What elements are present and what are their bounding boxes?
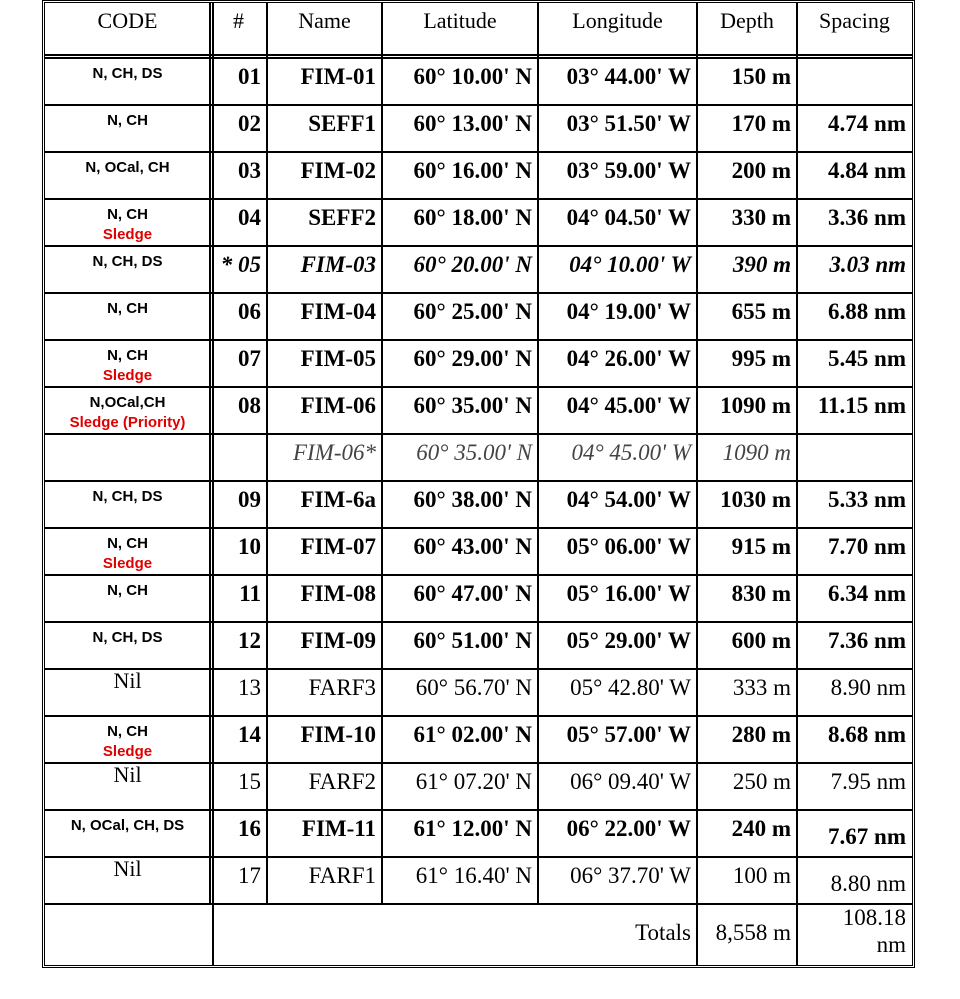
spacing-cell: 3.03 nm: [829, 252, 906, 277]
depth-cell: 1090 m: [720, 393, 791, 418]
num-cell: 04: [238, 205, 261, 230]
num-cell: * 05: [220, 252, 261, 277]
latitude-cell: 61° 12.00' N: [413, 816, 532, 841]
depth-cell: 390 m: [732, 252, 791, 277]
spacing-cell: 7.70 nm: [828, 534, 906, 559]
longitude-cell: 04° 45.00' W: [566, 393, 691, 418]
latitude-cell: 60° 13.00' N: [413, 111, 532, 136]
num-cell: 06: [238, 299, 261, 324]
latitude-cell: 61° 02.00' N: [413, 722, 532, 747]
sledge-text: Sledge: [102, 367, 153, 384]
code-text: N, OCal, CH: [85, 159, 170, 176]
num-cell: 01: [238, 64, 261, 89]
sledge-text: Sledge: [102, 226, 153, 243]
totals-spacing-value: 108.18: [842, 905, 906, 930]
code-cell: [45, 246, 210, 293]
code-cell: [45, 669, 210, 716]
code-text: N, CH, DS: [92, 488, 163, 505]
code-text: N, CH, DS: [92, 65, 163, 82]
column-header: #: [233, 8, 244, 33]
num-cell: 13: [238, 675, 261, 700]
code-text: Nil: [113, 857, 142, 881]
name-cell: FIM-07: [300, 534, 376, 559]
totals-spacing: [797, 904, 912, 965]
name-cell: FIM-08: [300, 581, 376, 606]
longitude-cell: 04° 10.00' W: [569, 252, 691, 277]
column-header: CODE: [97, 8, 158, 33]
spacing-cell: 6.34 nm: [828, 581, 906, 606]
longitude-cell: 04° 04.50' W: [566, 205, 691, 230]
longitude-cell: 06° 09.40' W: [570, 769, 691, 794]
code-text: N, CH: [107, 300, 148, 317]
code-cell: [45, 857, 210, 904]
code-text: N, OCal, CH, DS: [70, 817, 185, 834]
row-divider: [45, 339, 912, 341]
depth-cell: 250 m: [732, 769, 791, 794]
depth-cell: 280 m: [731, 722, 791, 747]
code-text: N, CH: [107, 112, 148, 129]
column-divider: [266, 3, 268, 904]
column-divider: [696, 3, 698, 904]
spacing-cell: [797, 58, 912, 105]
num-cell: 10: [238, 534, 261, 559]
spacing-cell: 7.95 nm: [830, 769, 906, 794]
longitude-cell: 03° 51.50' W: [566, 111, 691, 136]
longitude-cell: 03° 59.00' W: [566, 158, 691, 183]
longitude-cell: 03° 44.00' W: [566, 64, 691, 89]
code-text: Nil: [113, 763, 142, 787]
row-divider: [45, 762, 912, 764]
name-cell: FARF3: [308, 675, 376, 700]
row-divider: [45, 856, 912, 858]
spacing-cell: 7.36 nm: [828, 628, 906, 653]
spacing-cell: 5.45 nm: [828, 346, 906, 371]
row-divider: [45, 198, 912, 200]
code-text: N, CH: [107, 347, 148, 364]
depth-cell: 333 m: [732, 675, 791, 700]
depth-cell: 600 m: [731, 628, 791, 653]
code-cell: [45, 622, 210, 669]
name-cell: FIM-01: [300, 64, 376, 89]
depth-cell: 1030 m: [720, 487, 791, 512]
num-cell: 02: [238, 111, 261, 136]
latitude-cell: 60° 29.00' N: [413, 346, 532, 371]
longitude-cell: 04° 19.00' W: [566, 299, 691, 324]
latitude-cell: 60° 51.00' N: [413, 628, 532, 653]
column-header: Depth: [720, 8, 774, 33]
depth-cell: 995 m: [731, 346, 791, 371]
longitude-cell: 04° 54.00' W: [566, 487, 691, 512]
num-cell: 08: [238, 393, 261, 418]
depth-cell: 330 m: [731, 205, 791, 230]
num-cell: 14: [238, 722, 261, 747]
column-divider: [696, 904, 698, 965]
code-cell: [45, 575, 210, 622]
row-divider: [45, 668, 912, 670]
num-cell: 11: [239, 581, 261, 606]
longitude-cell: 06° 37.70' W: [570, 863, 691, 888]
code-cell: [45, 387, 210, 434]
column-divider: [796, 3, 798, 965]
latitude-cell: 60° 47.00' N: [413, 581, 532, 606]
latitude-cell: 60° 18.00' N: [413, 205, 532, 230]
row-divider: [45, 903, 912, 905]
row-divider: [45, 809, 912, 811]
name-cell: FIM-05: [300, 346, 376, 371]
latitude-cell: 60° 10.00' N: [413, 64, 532, 89]
code-cell: [45, 58, 210, 105]
totals-depth: 8,558 m: [715, 920, 791, 945]
column-divider: [209, 3, 211, 904]
name-cell: FIM-06*: [292, 440, 376, 465]
code-text: N, CH: [107, 206, 148, 223]
stations-table: [42, 0, 915, 968]
code-text: N, CH, DS: [92, 629, 163, 646]
column-divider: [537, 3, 539, 904]
column-header: Latitude: [423, 8, 497, 33]
num-cell: 09: [238, 487, 261, 512]
row-divider: [45, 715, 912, 717]
latitude-cell: 60° 16.00' N: [413, 158, 532, 183]
spacing-cell: [797, 434, 912, 481]
name-cell: FARF1: [308, 863, 376, 888]
depth-cell: 200 m: [731, 158, 791, 183]
code-cell: [45, 199, 210, 246]
code-cell: [45, 340, 210, 387]
code-text: N,OCal,CH: [89, 394, 166, 411]
latitude-cell: 61° 07.20' N: [415, 769, 532, 794]
latitude-cell: 60° 38.00' N: [413, 487, 532, 512]
row-divider: [45, 480, 912, 482]
sledge-text: Sledge (Priority): [69, 414, 186, 431]
latitude-cell: 60° 25.00' N: [413, 299, 532, 324]
spacing-cell: 8.68 nm: [828, 722, 906, 747]
depth-cell: 1090 m: [722, 440, 791, 465]
num-cell: 12: [238, 628, 261, 653]
longitude-cell: 04° 45.00' W: [571, 440, 691, 465]
longitude-cell: 05° 57.00' W: [566, 722, 691, 747]
code-text: N, CH: [107, 582, 148, 599]
longitude-cell: 05° 06.00' W: [566, 534, 691, 559]
sledge-text: Sledge: [102, 743, 153, 760]
spacing-cell: 4.74 nm: [828, 111, 906, 136]
longitude-cell: 06° 22.00' W: [566, 816, 691, 841]
depth-cell: 830 m: [731, 581, 791, 606]
latitude-cell: 60° 56.70' N: [415, 675, 532, 700]
spacing-cell: 8.80 nm: [830, 871, 906, 896]
depth-cell: 100 m: [732, 863, 791, 888]
column-header: Spacing: [819, 8, 890, 33]
num-cell: 17: [238, 863, 261, 888]
row-divider: [45, 574, 912, 576]
latitude-cell: 61° 16.40' N: [415, 863, 532, 888]
code-text: N, CH, DS: [92, 253, 163, 270]
depth-cell: 240 m: [731, 816, 791, 841]
name-cell: FIM-06: [300, 393, 376, 418]
code-text: Nil: [113, 669, 142, 693]
row-divider: [45, 527, 912, 529]
latitude-cell: 60° 35.00' N: [416, 440, 532, 465]
column-divider: [796, 904, 798, 965]
num-cell: 16: [238, 816, 261, 841]
depth-cell: 655 m: [731, 299, 791, 324]
name-cell: SEFF1: [308, 111, 376, 136]
name-cell: FIM-11: [301, 816, 376, 841]
totals-spacing-unit: nm: [876, 932, 906, 957]
spacing-cell: 4.84 nm: [828, 158, 906, 183]
row-divider: [45, 245, 912, 247]
num-cell: 15: [238, 769, 261, 794]
code-cell: [45, 810, 210, 857]
spacing-cell: 6.88 nm: [828, 299, 906, 324]
latitude-cell: 60° 35.00' N: [413, 393, 532, 418]
code-cell: [45, 716, 210, 763]
row-divider: [45, 433, 912, 435]
column-header: Longitude: [572, 8, 663, 33]
spacing-cell: 7.67 nm: [828, 824, 906, 849]
row-divider: [45, 386, 912, 388]
longitude-cell: 05° 42.80' W: [570, 675, 691, 700]
row-divider: [45, 621, 912, 623]
spacing-cell: 8.90 nm: [830, 675, 906, 700]
code-text: N, CH: [107, 723, 148, 740]
depth-cell: 150 m: [731, 64, 791, 89]
code-cell: [45, 293, 210, 340]
row-divider: [45, 104, 912, 106]
name-cell: FIM-02: [300, 158, 376, 183]
spacing-cell: 3.36 nm: [828, 205, 906, 230]
column-divider: [212, 3, 214, 965]
spacing-cell: 11.15 nm: [817, 393, 906, 418]
code-cell: [45, 152, 210, 199]
longitude-cell: 04° 26.00' W: [566, 346, 691, 371]
row-divider: [45, 57, 912, 59]
name-cell: FIM-6a: [300, 487, 376, 512]
table-grid: [45, 3, 912, 965]
totals-label: Totals: [635, 920, 691, 945]
row-divider: [45, 151, 912, 153]
spacing-cell: 5.33 nm: [828, 487, 906, 512]
longitude-cell: 05° 16.00' W: [566, 581, 691, 606]
num-cell: 03: [238, 158, 261, 183]
sledge-text: Sledge: [102, 555, 153, 572]
latitude-cell: 60° 43.00' N: [413, 534, 532, 559]
longitude-cell: 05° 29.00' W: [566, 628, 691, 653]
name-cell: FIM-03: [300, 252, 376, 277]
code-cell: [45, 528, 210, 575]
num-cell: [210, 434, 267, 481]
depth-cell: 170 m: [731, 111, 791, 136]
depth-cell: 915 m: [731, 534, 791, 559]
name-cell: FIM-09: [300, 628, 376, 653]
name-cell: SEFF2: [308, 205, 376, 230]
code-cell: [45, 481, 210, 528]
code-cell: [45, 434, 210, 481]
code-cell: [45, 105, 210, 152]
name-cell: FIM-10: [300, 722, 376, 747]
code-text: N, CH: [107, 535, 148, 552]
code-cell: [45, 763, 210, 810]
name-cell: FIM-04: [300, 299, 376, 324]
row-divider: [45, 54, 912, 56]
column-divider: [381, 3, 383, 904]
num-cell: 07: [238, 346, 261, 371]
row-divider: [45, 292, 912, 294]
name-cell: FARF2: [308, 769, 376, 794]
column-header: Name: [298, 8, 351, 33]
latitude-cell: 60° 20.00' N: [413, 252, 532, 277]
